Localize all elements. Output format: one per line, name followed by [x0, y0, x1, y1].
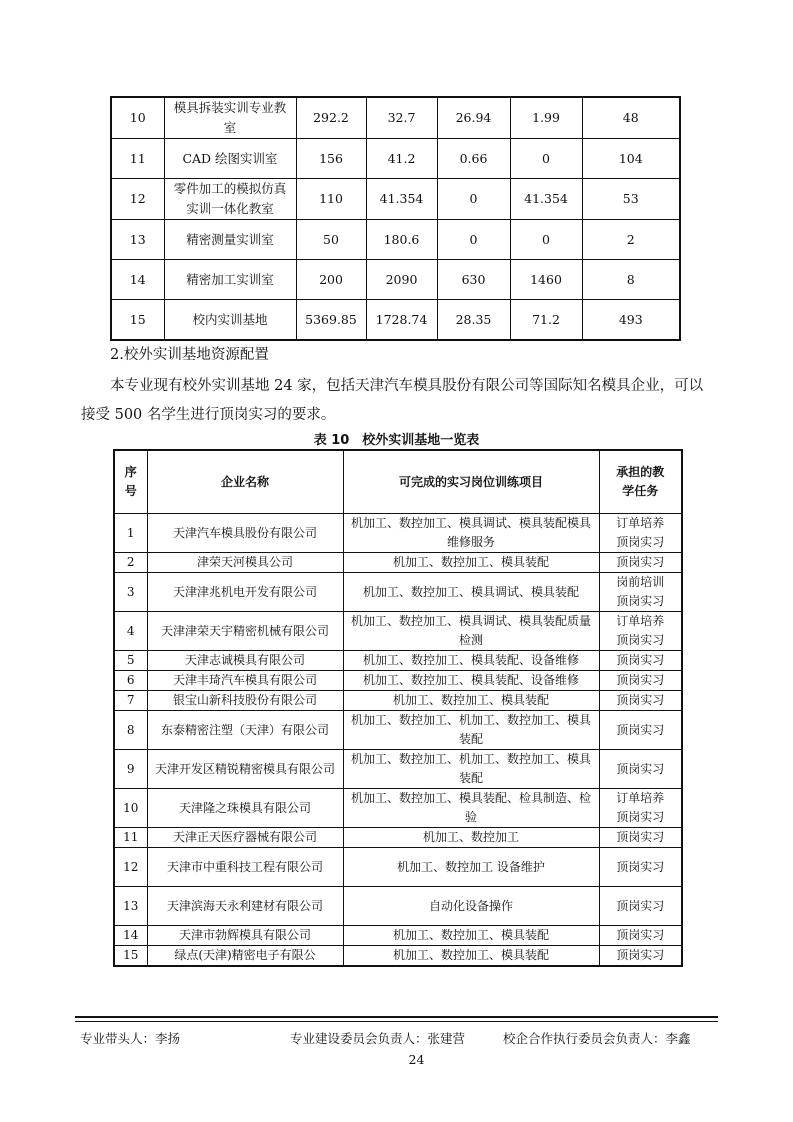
- table-row: [114, 671, 682, 691]
- cell-no: [114, 553, 147, 573]
- cell-task: [599, 750, 682, 789]
- cell-c4: 0: [510, 139, 582, 179]
- footer-committee: 专业建设委员会负责人：张建营: [290, 1031, 466, 1046]
- cell-company: [147, 926, 343, 946]
- cell-text: 顶岗实习: [616, 830, 665, 844]
- cell-no: [114, 651, 147, 671]
- cell-no: 11: [111, 139, 164, 179]
- cell-text: 顶岗实习: [616, 898, 665, 913]
- cell-text: 机加工、数控加工、模具调试、模具装配模具维修服务: [350, 516, 591, 549]
- cell-projects: [343, 926, 599, 946]
- cell-c3: 630: [437, 260, 510, 300]
- cell-c2: 41.354: [366, 179, 437, 220]
- cell-projects: [343, 671, 599, 691]
- cell-task: [599, 789, 682, 828]
- cell-text: 3: [126, 584, 135, 599]
- cell-task: [599, 887, 682, 926]
- offsite-base-table-body: [114, 514, 682, 967]
- cell-c4: 41.354: [510, 179, 582, 220]
- cell-text: 顶岗实习: [616, 555, 665, 569]
- cell-no: [114, 691, 147, 711]
- cell-task: [599, 691, 682, 711]
- cell-text: 自动化设备操作: [428, 898, 513, 913]
- cell-text: 订单培养顶岗实习: [616, 614, 665, 647]
- cell-projects: [343, 789, 599, 828]
- cell-c5: 104: [582, 139, 680, 179]
- cell-company: [147, 691, 343, 711]
- cell-c5: 493: [582, 300, 680, 341]
- table-row: [114, 848, 682, 887]
- cell-company: [147, 573, 343, 612]
- cell-task: [599, 828, 682, 848]
- cell-company: [147, 887, 343, 926]
- cell-projects: [343, 573, 599, 612]
- table-row: [114, 711, 682, 750]
- cell-c3: 26.94: [437, 97, 510, 139]
- cell-text: 东泰精密注塑（天津）有限公司: [160, 722, 329, 737]
- cell-task: [599, 711, 682, 750]
- cell-text: 机加工、数控加工、机加工、数控加工、模具装配: [350, 752, 591, 785]
- table-row: [111, 260, 680, 300]
- table-row: [111, 139, 680, 179]
- table-row: [111, 179, 680, 220]
- cell-company: [147, 612, 343, 651]
- cell-no: [114, 789, 147, 828]
- cell-text: 天津市勃辉模具有限公司: [178, 928, 311, 942]
- footer-rule-thick: [75, 1016, 718, 1018]
- cell-c2: 32.7: [366, 97, 437, 139]
- table-row: [114, 828, 682, 848]
- cell-c1: 50: [296, 220, 366, 260]
- cell-no: [114, 671, 147, 691]
- cell-text: 1: [126, 525, 135, 540]
- cell-task: [599, 514, 682, 553]
- cell-text: 天津隆之珠模具有限公司: [178, 800, 311, 815]
- cell-no: 10: [111, 97, 164, 139]
- cell-no: 14: [111, 260, 164, 300]
- cell-text: 岗前培训顶岗实习: [616, 575, 665, 608]
- section-paragraph: 本专业现有校外实训基地 24 家，包括天津汽车模具股份有限公司等国际知名模具企业，可以接受 500 名学生进行顶岗实习的要求。: [81, 378, 704, 423]
- table-row: [111, 97, 680, 139]
- cell-c5: 48: [582, 97, 680, 139]
- cell-no: [114, 828, 147, 848]
- table-row: [114, 573, 682, 612]
- cell-task: [599, 612, 682, 651]
- cell-text: 机加工、数控加工、模具装配: [392, 948, 549, 962]
- header-company: 企业名称: [147, 450, 343, 514]
- cell-c2: 180.6: [366, 220, 437, 260]
- cell-projects: [343, 553, 599, 573]
- cell-text: 天津正天医疗器械有限公司: [172, 830, 317, 844]
- cell-text: 天津市中重科技工程有限公司: [166, 859, 323, 874]
- header-no: 序号: [114, 450, 147, 514]
- cell-c2: 41.2: [366, 139, 437, 179]
- cell-c1: 200: [296, 260, 366, 300]
- cell-no: 15: [111, 300, 164, 341]
- cell-projects: [343, 828, 599, 848]
- cell-c3: 0: [437, 220, 510, 260]
- cell-c3: 28.35: [437, 300, 510, 341]
- cell-projects: [343, 946, 599, 967]
- cell-company: [147, 750, 343, 789]
- footer-rule-thin: [75, 1021, 718, 1022]
- cell-text: 天津开发区精锐精密模具有限公司: [154, 761, 335, 776]
- cell-text: 6: [126, 673, 135, 687]
- table-row: [111, 300, 680, 341]
- cell-company: [147, 946, 343, 967]
- cell-no: [114, 612, 147, 651]
- cell-text: 顶岗实习: [616, 928, 665, 942]
- cell-no: [114, 946, 147, 967]
- cell-text: 13: [123, 898, 139, 913]
- cell-text: 机加工、数控加工、模具装配、设备维修: [362, 653, 579, 667]
- header-projects: 可完成的实习岗位训练项目: [343, 450, 599, 514]
- table-row: [114, 789, 682, 828]
- offsite-base-table: [113, 449, 683, 967]
- cell-name: 校内实训基地: [164, 300, 296, 341]
- cell-company: [147, 711, 343, 750]
- cell-name: 零件加工的模拟仿真实训一体化教室: [164, 179, 296, 220]
- cell-text: 机加工、数控加工 设备维护: [397, 859, 545, 874]
- cell-text: 天津丰琦汽车模具有限公司: [172, 673, 317, 687]
- table-header-row: [114, 450, 682, 514]
- table-row: [114, 651, 682, 671]
- header-task: 承担的教学任务: [599, 450, 682, 514]
- cell-c3: 0.66: [437, 139, 510, 179]
- page-number: 24: [408, 1052, 425, 1067]
- table-row: [114, 750, 682, 789]
- cell-text: 天津汽车模具股份有限公司: [172, 525, 317, 540]
- table-row: [114, 514, 682, 553]
- cell-no: [114, 887, 147, 926]
- cell-text: 绿点(天津)精密电子有限公: [174, 948, 316, 962]
- cell-c4: 1.99: [510, 97, 582, 139]
- cell-text: 顶岗实习: [616, 722, 665, 737]
- cell-text: 机加工、数控加工、模具装配: [392, 693, 549, 707]
- table-row: [114, 612, 682, 651]
- cell-text: 4: [126, 623, 135, 638]
- cell-c4: 1460: [510, 260, 582, 300]
- cell-text: 12: [123, 859, 139, 874]
- cell-task: [599, 553, 682, 573]
- cell-task: [599, 651, 682, 671]
- cell-task: [599, 926, 682, 946]
- cell-text: 机加工、数控加工、模具装配、设备维修: [362, 673, 579, 687]
- cell-text: 顶岗实习: [616, 948, 665, 962]
- cell-c2: 1728.74: [366, 300, 437, 341]
- cell-text: 机加工、数控加工、模具装配: [392, 928, 549, 942]
- cell-text: 7: [126, 693, 135, 707]
- table-row: [114, 691, 682, 711]
- cell-text: 银宝山新科技股份有限公司: [172, 693, 317, 707]
- table-row: [114, 553, 682, 573]
- cell-text: 机加工、数控加工、模具装配: [392, 555, 549, 569]
- cell-projects: [343, 514, 599, 553]
- cell-task: [599, 573, 682, 612]
- cell-projects: [343, 750, 599, 789]
- cell-text: 机加工、数控加工、模具装配、检具制造、检验: [350, 791, 591, 824]
- cell-projects: [343, 887, 599, 926]
- cell-text: 15: [123, 948, 139, 962]
- cell-task: [599, 946, 682, 967]
- cell-c1: 5369.85: [296, 300, 366, 341]
- cell-company: [147, 514, 343, 553]
- cell-task: [599, 671, 682, 691]
- table-row: [114, 926, 682, 946]
- cell-text: 顶岗实习: [616, 673, 665, 687]
- cell-text: 机加工、数控加工、模具调试、模具装配质量检测: [350, 614, 591, 647]
- footer-cooperation: 校企合作执行委员会负责人：李鑫: [503, 1031, 691, 1046]
- cell-company: [147, 789, 343, 828]
- cell-c5: 8: [582, 260, 680, 300]
- cell-company: [147, 671, 343, 691]
- cell-no: [114, 848, 147, 887]
- cell-text: 机加工、数控加工、模具调试、模具装配: [362, 584, 579, 599]
- cell-text: 顶岗实习: [616, 693, 665, 707]
- cell-text: 5: [126, 653, 135, 667]
- training-room-table: [110, 96, 681, 341]
- cell-text: 津荣天河模具公司: [196, 555, 293, 569]
- cell-no: 12: [111, 179, 164, 220]
- cell-no: [114, 514, 147, 553]
- cell-text: 2: [126, 555, 135, 569]
- cell-projects: [343, 848, 599, 887]
- cell-task: [599, 848, 682, 887]
- cell-text: 机加工、数控加工: [422, 830, 519, 844]
- cell-text: 机加工、数控加工、机加工、数控加工、模具装配: [350, 713, 591, 746]
- cell-company: [147, 553, 343, 573]
- cell-c2: 2090: [366, 260, 437, 300]
- section-heading: 2.校外实训基地资源配置: [110, 347, 269, 363]
- cell-projects: [343, 651, 599, 671]
- cell-text: 顶岗实习: [616, 859, 665, 874]
- cell-c1: 156: [296, 139, 366, 179]
- cell-c4: 71.2: [510, 300, 582, 341]
- table-row: [114, 946, 682, 967]
- cell-text: 顶岗实习: [616, 653, 665, 667]
- cell-company: [147, 828, 343, 848]
- cell-text: 天津津荣天宇精密机械有限公司: [160, 623, 329, 638]
- cell-projects: [343, 711, 599, 750]
- cell-no: [114, 573, 147, 612]
- cell-company: [147, 651, 343, 671]
- cell-no: 13: [111, 220, 164, 260]
- cell-text: 10: [123, 800, 139, 815]
- cell-text: 天津滨海天永利建材有限公司: [166, 898, 323, 913]
- cell-name: 模具拆装实训专业教室: [164, 97, 296, 139]
- cell-no: [114, 711, 147, 750]
- cell-text: 顶岗实习: [616, 761, 665, 776]
- cell-projects: [343, 612, 599, 651]
- cell-text: 天津津兆机电开发有限公司: [172, 584, 317, 599]
- cell-projects: [343, 691, 599, 711]
- table-row: [114, 887, 682, 926]
- cell-text: 14: [123, 928, 139, 942]
- cell-name: 精密测量实训室: [164, 220, 296, 260]
- footer-lead: 专业带头人：李扬: [80, 1031, 181, 1046]
- cell-text: 8: [126, 722, 135, 737]
- cell-c5: 2: [582, 220, 680, 260]
- cell-no: [114, 750, 147, 789]
- cell-c1: 292.2: [296, 97, 366, 139]
- training-room-table-body: [111, 97, 680, 340]
- cell-text: 订单培养顶岗实习: [616, 791, 665, 824]
- cell-text: 订单培养顶岗实习: [616, 516, 665, 549]
- cell-name: CAD 绘图实训室: [164, 139, 296, 179]
- cell-c5: 53: [582, 179, 680, 220]
- table-caption: 表 10 校外实训基地一览表: [313, 433, 480, 448]
- cell-c1: 110: [296, 179, 366, 220]
- cell-text: 9: [126, 761, 135, 776]
- cell-company: [147, 848, 343, 887]
- cell-name: 精密加工实训室: [164, 260, 296, 300]
- table-row: [111, 220, 680, 260]
- cell-text: 天津志诚模具有限公司: [184, 653, 305, 667]
- cell-no: [114, 926, 147, 946]
- cell-text: 11: [123, 830, 139, 844]
- cell-c3: 0: [437, 179, 510, 220]
- cell-c4: 0: [510, 220, 582, 260]
